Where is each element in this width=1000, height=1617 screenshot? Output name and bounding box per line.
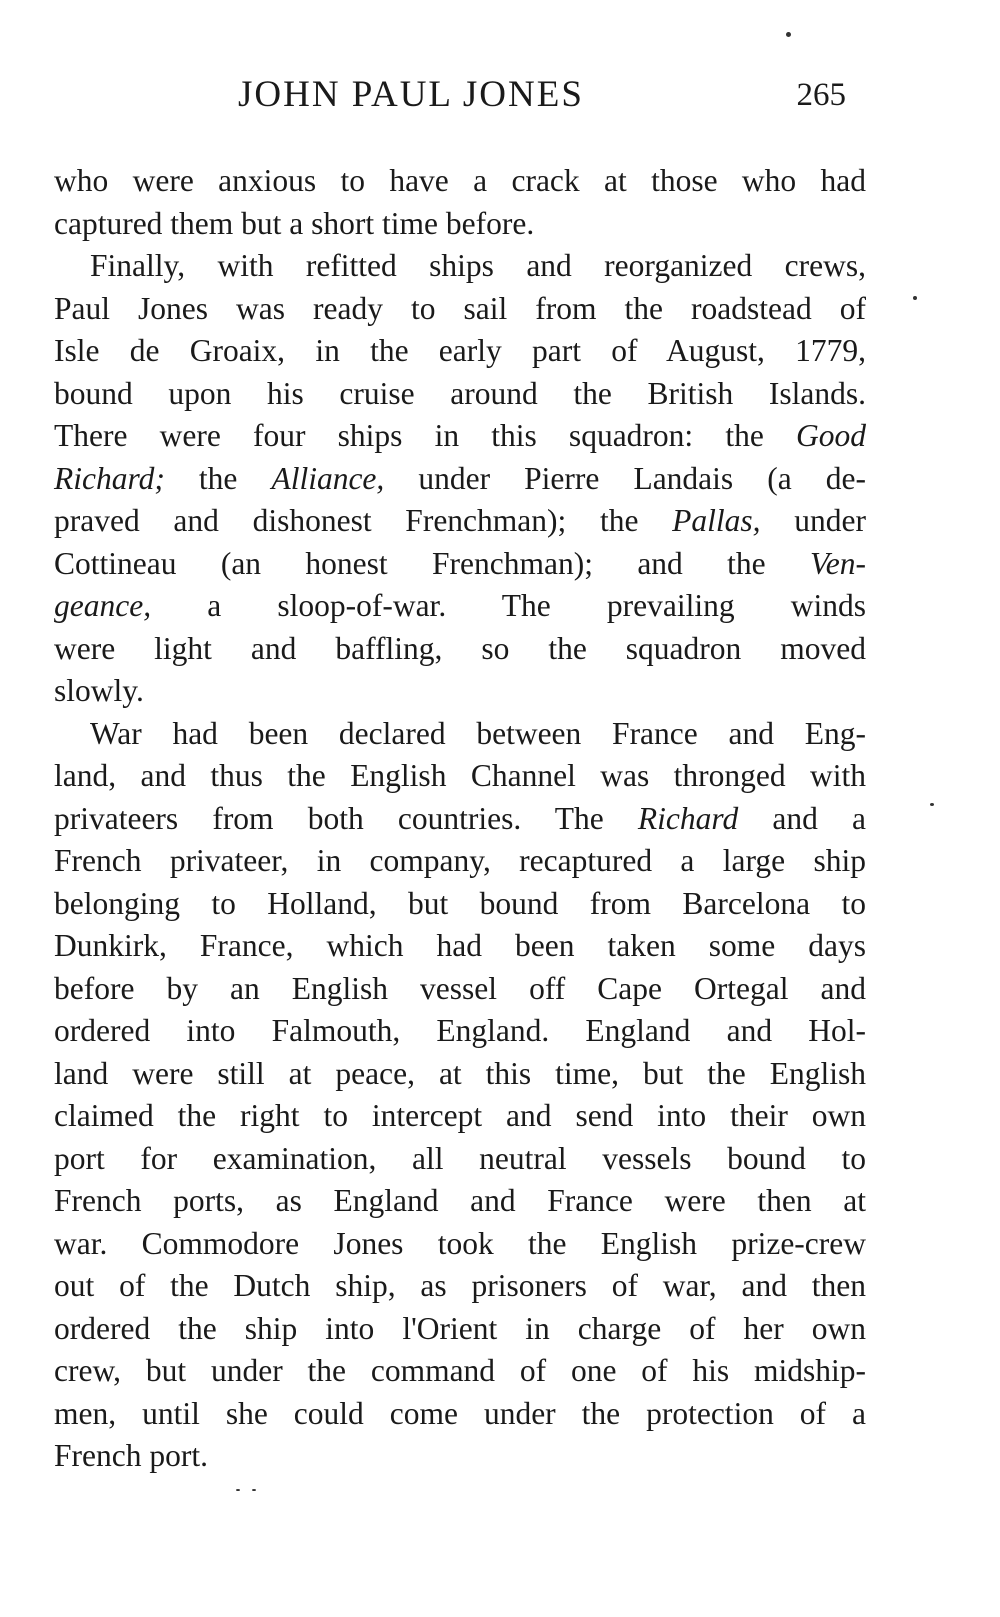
text-run: praved and dishonest Frenchman); the [54, 503, 673, 538]
text-run: Paul Jones was ready to sail from the roadstead of [54, 290, 866, 326]
text-run: Cottineau (an honest Frenchman); and the [54, 545, 811, 581]
text-run: war. Commodore Jones took the English prize-crew [54, 1225, 866, 1261]
text-line [54, 840, 866, 883]
text-run: claimed the right to intercept and send into their own [54, 1098, 866, 1133]
scan-speck [252, 1489, 256, 1491]
text-run: ordered the ship into l'Orient in charge of her own [54, 1310, 866, 1346]
text-run: Isle de Groaix, in the early part of August, 1779, [54, 333, 866, 368]
text-run: belonging to Holland, but bound from Barcelona to [54, 885, 866, 921]
body-text [54, 160, 866, 1478]
text-run: privateers from both countries. The [54, 800, 638, 836]
text-line [54, 415, 866, 458]
text-line [54, 1350, 866, 1393]
text-run: and a [738, 800, 866, 836]
text-line [54, 458, 866, 501]
running-title: JOHN PAUL JONES [238, 74, 584, 115]
text-line [54, 1095, 866, 1138]
scan-speck [786, 32, 791, 37]
italic-ship-name: Pallas, [672, 503, 761, 538]
text-run: a sloop-of-war. The prevailing winds [151, 588, 866, 623]
text-run: port for examination, all neutral vessels bound to [54, 1140, 866, 1176]
text-run: land, and thus the English Channel was thronged with [54, 758, 866, 793]
text-run: ordered into Falmouth, England. England and Hol- [54, 1013, 866, 1048]
text-line [54, 373, 866, 416]
text-line [54, 968, 866, 1011]
italic-ship-name: Ven- [810, 545, 866, 581]
text-run: Dunkirk, France, which had been taken some days [54, 928, 866, 963]
text-line [54, 1010, 866, 1053]
text-run: French privateer, in company, recaptured a large ship [54, 843, 866, 878]
text-line [54, 628, 866, 671]
text-run: captured them but a short time before. [54, 205, 535, 241]
text-run: French port. [54, 1438, 208, 1473]
scan-speck [236, 1489, 240, 1491]
text-run: under Pierre Landais (a de- [384, 460, 867, 496]
text-run: War had been declared between France and Eng- [90, 715, 866, 751]
scan-speck [913, 296, 917, 300]
scan-speck [930, 803, 934, 806]
text-line [54, 585, 866, 628]
text-run: who were anxious to have a crack at those who had [54, 163, 866, 198]
text-line [54, 1393, 866, 1436]
text-run: Finally, with refitted ships and reorganized crews, [90, 248, 866, 283]
text-line [54, 1138, 866, 1181]
text-run: before by an English vessel off Cape Ortegal and [54, 970, 866, 1006]
text-line [54, 500, 866, 543]
text-run: the [164, 460, 272, 496]
italic-ship-name: Alliance, [271, 460, 385, 496]
italic-ship-name: Richard; [54, 460, 165, 496]
italic-ship-name: geance, [54, 588, 152, 623]
text-line [54, 1265, 866, 1308]
text-line [54, 288, 866, 331]
text-run: crew, but under the command of one of his midship- [54, 1353, 866, 1388]
text-line [54, 1053, 866, 1096]
text-run: bound upon his cruise around the British Islands. [54, 375, 866, 411]
text-line [54, 1435, 866, 1478]
text-run: were light and baffling, so the squadron moved [54, 630, 866, 666]
text-line [54, 203, 866, 246]
text-run: men, until she could come under the protection of a [54, 1395, 866, 1431]
text-line [54, 160, 866, 203]
text-line [54, 245, 866, 288]
text-run: slowly. [54, 673, 144, 708]
running-head [54, 70, 850, 120]
text-run: French ports, as England and France were then at [54, 1183, 866, 1218]
text-line [54, 1223, 866, 1266]
text-line [54, 1180, 866, 1223]
text-line [54, 883, 866, 926]
text-line [54, 798, 866, 841]
text-run: land were still at peace, at this time, but the English [54, 1055, 866, 1091]
text-run: under [760, 503, 866, 538]
text-run: There were four ships in this squadron: the [54, 418, 796, 453]
italic-ship-name: Good [796, 418, 866, 453]
page-number: 265 [796, 77, 846, 113]
text-line [54, 670, 866, 713]
italic-ship-name: Richard [637, 800, 739, 836]
text-line [54, 755, 866, 798]
text-line [54, 925, 866, 968]
text-line [54, 713, 866, 756]
text-line [54, 1308, 866, 1351]
text-line [54, 330, 866, 373]
text-line [54, 543, 866, 586]
text-run: out of the Dutch ship, as prisoners of war, and then [54, 1268, 866, 1303]
